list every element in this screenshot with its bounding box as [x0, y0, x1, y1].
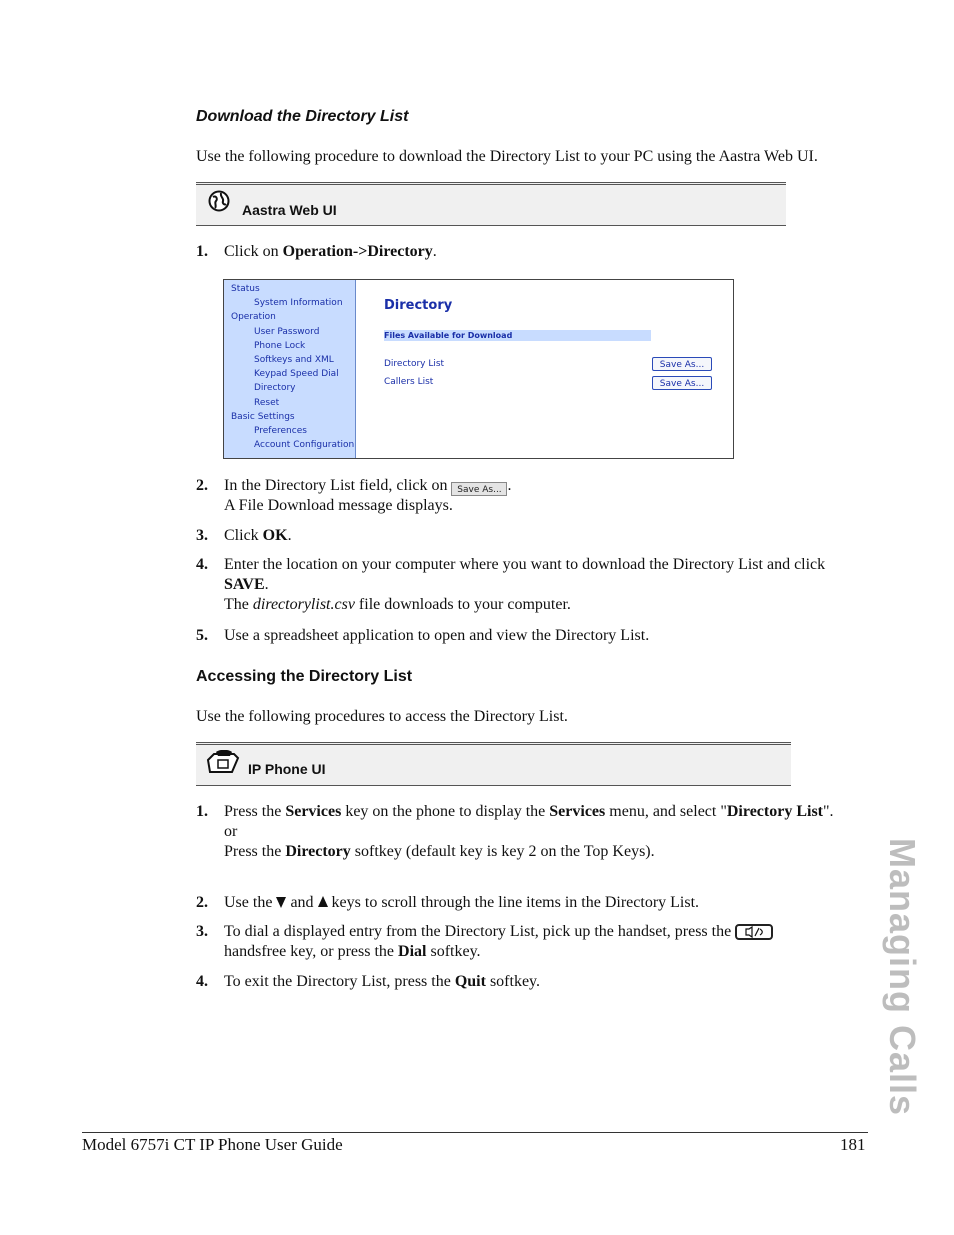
sidebar-item-keypad-speed-dial[interactable]: Keypad Speed Dial — [254, 369, 339, 380]
directory-save-as-button[interactable]: Save As... — [652, 357, 712, 371]
intro-accessing: Use the following procedures to access the Directory List. — [196, 708, 568, 725]
intro-download: Use the following procedure to download the Directory List to your PC using the Aastra Web UI. — [196, 148, 818, 165]
sidebar-item-softkeys-and-xml[interactable]: Softkeys and XML — [254, 355, 334, 365]
ip-phone-ui-bar — [196, 742, 791, 786]
step-5: 5. Use a spreadsheet application to open and view the Directory List. — [196, 627, 650, 644]
globe-icon — [208, 190, 230, 212]
bar-label: IP Phone UI — [248, 761, 326, 777]
handsfree-key-icon — [735, 924, 773, 940]
sidebar-item-system-information[interactable]: System Information — [254, 298, 343, 309]
step-1: 1. Click on Operation->Directory. — [196, 243, 437, 260]
step-2: 2. In the Directory List field, click on Save As... . A File Download message displays. — [196, 477, 512, 514]
sidebar-item-basic-settings[interactable]: Basic Settings — [231, 411, 295, 422]
chapter-side-tab: Managing Calls — [882, 837, 923, 1117]
files-available-header: Files Available for Download — [384, 330, 651, 341]
section-heading-accessing: Accessing the Directory List — [196, 668, 413, 685]
save-as-button-image: Save As... — [451, 482, 507, 496]
callers-list-label: Callers List — [384, 377, 434, 387]
sidebar-item-directory[interactable]: Directory — [254, 383, 296, 394]
down-arrow-icon — [276, 896, 286, 908]
sidebar-item-phone-lock[interactable]: Phone Lock — [254, 340, 306, 351]
web-ui-title: Directory — [384, 298, 453, 313]
step-3: 3. Click OK. — [196, 527, 292, 544]
sidebar-item-preferences[interactable]: Preferences — [254, 426, 307, 436]
section-heading-download: Download the Directory List — [196, 108, 409, 125]
directory-list-label: Directory List — [384, 359, 445, 369]
sidebar-item-account-configuration[interactable]: Account Configuration — [254, 440, 355, 451]
phone-step-4: 4. To exit the Directory List, press the Quit softkey. — [196, 973, 541, 990]
callers-save-as-button[interactable]: Save As... — [652, 376, 712, 390]
web-ui-sidebar — [224, 280, 356, 458]
footer-rule — [82, 1132, 868, 1133]
bar-label: Aastra Web UI — [242, 202, 337, 218]
sidebar-item-status[interactable]: Status — [231, 284, 260, 294]
sidebar-item-user-password[interactable]: User Password — [254, 326, 320, 337]
aastra-web-ui-bar — [196, 182, 786, 226]
phone-step-1: 1. Press the Services key on the phone to display the Services menu, and select "Directory List". or Press the Directory softkey (default key is key 2 on the Top Keys). — [196, 803, 834, 860]
phone-step-3: 3. To dial a displayed entry from the Directory List, pick up the handset, press the handsfree key, or press the Dial softkey. — [196, 922, 836, 962]
web-ui-screenshot — [223, 279, 734, 459]
sidebar-item-reset[interactable]: Reset — [254, 397, 280, 408]
sidebar-item-operation[interactable]: Operation — [231, 312, 276, 323]
page-number: 181 — [840, 1135, 866, 1154]
phone-step-2: 2. Use the and keys to scroll through the line items in the Directory List. — [196, 894, 700, 911]
up-arrow-icon — [318, 896, 328, 908]
step-4: 4. Enter the location on your computer where you want to download the Directory List and click SAVE. The directorylist.csv file downloads to your computer. — [196, 556, 826, 613]
phone-icon — [204, 750, 240, 776]
footer-title: Model 6757i CT IP Phone User Guide — [82, 1135, 343, 1154]
